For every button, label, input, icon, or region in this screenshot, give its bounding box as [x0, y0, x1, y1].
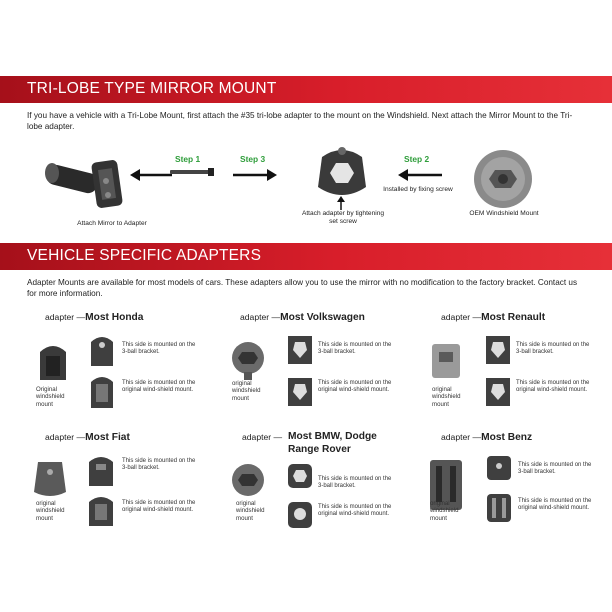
- step3-label: Step 3: [240, 154, 266, 164]
- adapter-top-image: [484, 450, 514, 484]
- arrow-up-icon: [336, 196, 346, 210]
- original-mount-label: original windshield mount: [36, 500, 65, 522]
- note-3-ball: This side is mounted on the 3-ball bracket.: [122, 342, 196, 356]
- original-mount-label: Original windshield mount: [36, 386, 65, 408]
- note-3-ball: This side is mounted on the 3-ball bracket.: [318, 476, 392, 490]
- tri-lobe-adapter-image: [314, 143, 370, 203]
- adapter-model-name: Most BMW, Dodge Range Rover: [288, 431, 377, 455]
- oem-windshield-mount-image: [472, 148, 534, 210]
- adapter-card-title: adapter —Most Benz: [441, 432, 533, 443]
- mirror-mount-image: [40, 155, 135, 217]
- note-windshield: This side is mounted on the original wind-shield mount.: [318, 504, 392, 518]
- note-windshield: This side is mounted on the original wind-shield mount.: [318, 380, 392, 394]
- original-mount-label: original windshield mount: [236, 500, 265, 522]
- note-windshield: This side is mounted on the original wind-shield mount.: [516, 380, 590, 394]
- section-title: VEHICLE SPECIFIC ADAPTERS: [27, 247, 262, 264]
- adapter-top-image: [88, 332, 116, 368]
- original-mount-label: original windshield mount: [232, 380, 261, 402]
- adapter-card-title: adapter —Most Fiat: [45, 432, 130, 443]
- caption-adapter: Attach adapter by tightening set screw: [301, 210, 385, 225]
- adapter-bottom-image: [286, 498, 314, 532]
- step2-label: Step 2: [404, 154, 430, 164]
- note-3-ball: This side is mounted on the 3-ball bracket.: [318, 342, 392, 356]
- original-mount-image: [32, 458, 68, 500]
- adapter-bottom-image: [286, 372, 314, 410]
- tri-lobe-intro: If you have a vehicle with a Tri-Lobe Mount, first attach the #35 tri-lobe adapter to the mount on the Windshield. Next attach the Mirror Mount to the Tri-lobe adapter.: [27, 111, 573, 131]
- adapter-bottom-image: [484, 372, 512, 410]
- caption-fixing: Installed by fixing screw: [383, 186, 453, 193]
- original-mount-image: [230, 340, 266, 380]
- arrow-left-icon: [398, 168, 442, 182]
- screw-image: [168, 166, 218, 178]
- arrow-left-icon: [130, 168, 172, 182]
- note-3-ball: This side is mounted on the 3-ball bracket.: [122, 458, 196, 472]
- adapter-top-image: [286, 330, 314, 368]
- adapter-card-title: adapter —: [242, 432, 283, 442]
- note-3-ball: This side is mounted on the 3-ball bracket.: [516, 342, 590, 356]
- adapter-bottom-image: [484, 490, 514, 526]
- adapter-card-title: adapter —Most Renault: [441, 312, 546, 323]
- section-banner-vehicle-adapters: [0, 243, 612, 270]
- original-mount-image: [230, 462, 266, 498]
- original-mount-label: original windshield mount: [430, 500, 459, 522]
- original-mount-image: [428, 340, 464, 382]
- adapter-bottom-image: [86, 492, 116, 528]
- adapter-bottom-image: [88, 372, 116, 410]
- note-windshield: This side is mounted on the original wind-shield mount.: [122, 500, 196, 514]
- note-windshield: This side is mounted on the original wind-shield mount.: [122, 380, 196, 394]
- note-windshield: This side is mounted on the original wind-shield mount.: [518, 498, 592, 512]
- vehicle-adapters-intro: Adapter Mounts are available for most models of cars. These adapters allow you to use the mirror with no modification to the factory bracket. Contact us for more information.: [27, 278, 578, 298]
- section-title: TRI-LOBE TYPE MIRROR MOUNT: [27, 80, 277, 97]
- arrow-right-icon: [233, 168, 277, 182]
- adapter-card-title: adapter —Most Volkswagen: [240, 312, 365, 323]
- caption-mirror: Attach Mirror to Adapter: [77, 220, 147, 227]
- caption-oem: OEM Windshield Mount: [469, 210, 539, 217]
- adapter-top-image: [86, 452, 116, 490]
- section-banner-tri-lobe: [0, 76, 612, 103]
- original-mount-image: [36, 340, 70, 384]
- original-mount-label: original windshield mount: [432, 386, 461, 408]
- adapter-top-image: [484, 330, 512, 368]
- note-3-ball: This side is mounted on the 3-ball bracket.: [518, 462, 592, 476]
- step1-label: Step 1: [175, 154, 201, 164]
- adapter-card-title: adapter —Most Honda: [45, 312, 144, 323]
- adapter-top-image: [286, 460, 314, 490]
